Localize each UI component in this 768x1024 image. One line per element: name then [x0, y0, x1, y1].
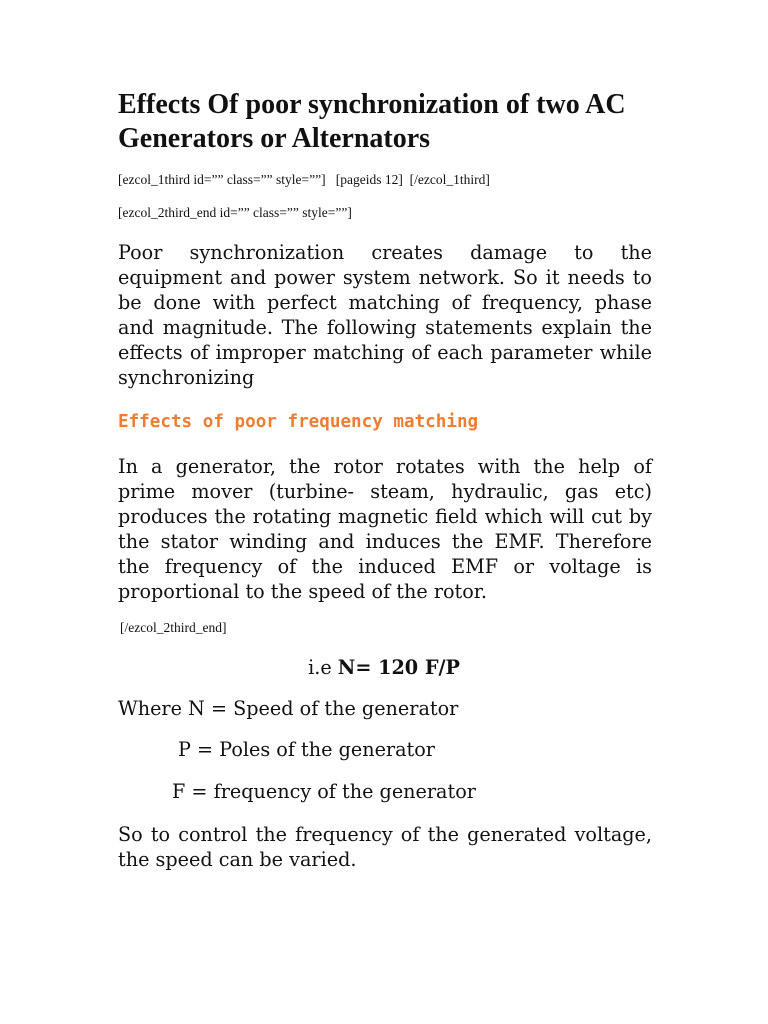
formula: N= 120 F/P — [337, 656, 460, 679]
definition-f: F = frequency of the generator — [172, 780, 476, 803]
shortcode-text-2: [ezcol_2third_end id=”” class=”” style=””] — [118, 205, 352, 220]
definition-n: Where N = Speed of the generator — [118, 697, 459, 720]
body-paragraph: In a generator, the rotor rotates with the help of prime mover (turbine- steam, hydraulic, gas etc) produces the rotating magnetic field which will cut by the stator winding and induces the EMF. Therefore the frequency of the induced EMF or voltage is proportional to the speed of the rotor. — [118, 455, 652, 603]
shortcode-text-3: [/ezcol_2third_end] — [120, 620, 227, 635]
shortcode-text-1: [ezcol_1third id=”” class=”” style=””] [pageids 12] [/ezcol_1third] — [118, 172, 490, 187]
section-heading: Effects of poor frequency matching — [118, 412, 479, 432]
formula-prefix: i.e — [308, 656, 338, 679]
page-title: Effects Of poor synchronization of two AC Generators or Alternators — [118, 89, 626, 154]
definition-p: P = Poles of the generator — [178, 738, 435, 761]
conclusion-paragraph: So to control the frequency of the generated voltage, the speed can be varied. — [118, 823, 652, 871]
formula-line — [0, 655, 768, 681]
intro-paragraph: Poor synchronization creates damage to the equipment and power system network. So it needs to be done with perfect matching of frequency, phase and magnitude. The following statements explain the effects of improper matching of each parameter while synchronizing — [118, 241, 652, 389]
